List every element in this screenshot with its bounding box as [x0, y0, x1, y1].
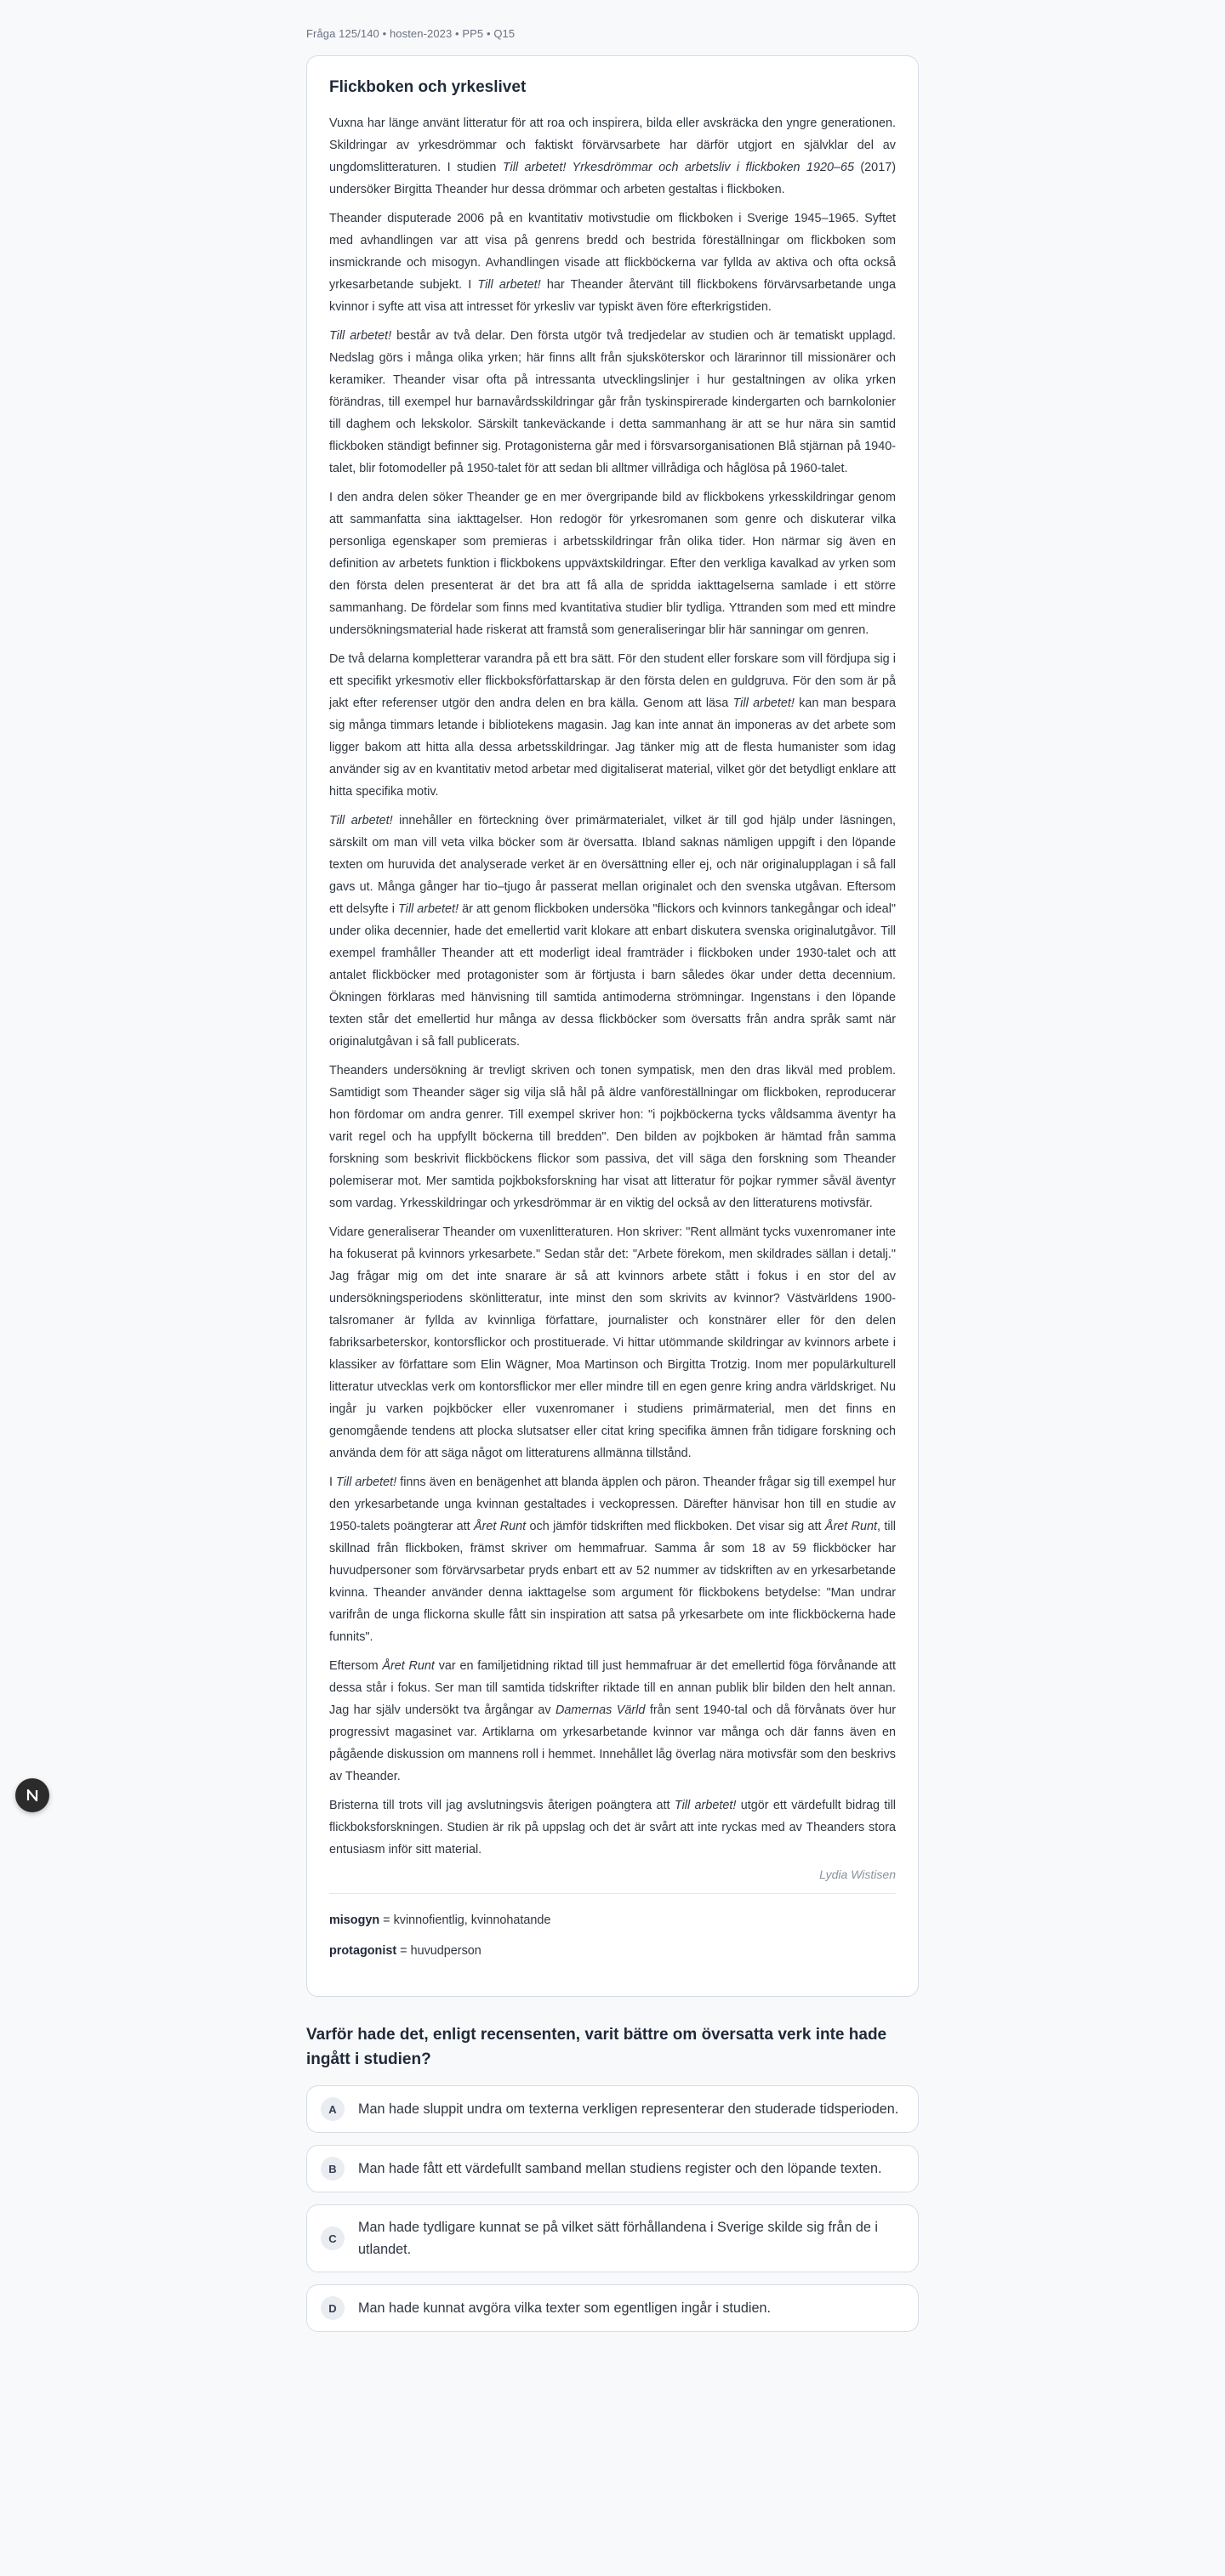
divider [329, 1893, 896, 1894]
italic-title: Till arbetet! [329, 329, 392, 343]
option-letter: D [321, 2296, 345, 2320]
text-run: och jämför tidskriften med flickboken. Det visar sig att [526, 1520, 825, 1533]
option-text: Man hade kunnat avgöra vilka texter som egentligen ingår i studien. [358, 2300, 772, 2316]
option-letter: C [321, 2226, 345, 2250]
italic-title: Till arbetet! [336, 1476, 397, 1489]
question-meta: Fråga 125/140 • hosten-2023 • PP5 • Q15 [306, 27, 516, 40]
italic-title: Året Runt [473, 1520, 527, 1533]
article-paragraph [329, 1471, 896, 1648]
text-run: , till skillnad från flickboken, främst skriver om hemmafruar. Samma år som 18 av 59 flickböcker har huvudpersoner som förvärvsarbetar pryds enbart ett av 52 nummer av tidskriften av en yrkesarbetande kvinna. Theander använder denna iakttagelse som argument för flickbokens betydelse: "Man undrar varifrån de unga flickorna skulle fått sin inspiration att satsa på yrkesarbete om inte flickböckerna hade funnits". [329, 1520, 896, 1644]
text-run: är att genom flickboken undersöka "flickors och kvinnors tankegångar och ideal" under olika decennier, hade det emellertid varit klokare att enbart diskutera svenska originalutgåvor. Till exempel framhåller Theander att ett moderligt ideal framträder i flickboken under 1930-talet och att antalet flickböcker med protagonister som är förtjusta i barn således ökar under detta decennium. Ökningen förklaras med hänvisning till samtida antimoderna strömningar. Ingenstans i den löpande texten står det emellertid hur många av dessa flickböcker som översatts från andra språk samt när originalutgåvan i så fall publicerats. [329, 902, 896, 1049]
italic-title: Till arbetet! [477, 278, 541, 292]
logo-n-glyph [25, 1788, 40, 1803]
option-letter: B [321, 2157, 345, 2181]
glossary-item [329, 1942, 896, 1960]
option-letter: A [321, 2097, 345, 2121]
glossary-definition: kvinnofientlig, kvinnohatande [393, 1914, 551, 1927]
glossary-term: misogyn [329, 1914, 380, 1927]
italic-title: Till arbetet! [674, 1799, 737, 1812]
article-paragraph [329, 486, 896, 641]
article-paragraph [329, 325, 896, 480]
glossary-definition: huvudperson [410, 1944, 481, 1958]
answer-option-a[interactable] [306, 2085, 919, 2133]
text-run: var en familjetidning riktad till just hemmafruar är det emellertid föga förvånande att dessa står i fokus. Ser man till samtida tidskrifter riktade till en annan publik blir bilden den helt annan. Jag har själv undersökt tva årgångar av [329, 1659, 896, 1717]
text-run: utgör ett värdefullt bidrag till flickboksforskningen. Studien är rik på uppslag och det är svårt att inte ryckas med av Theanders stora entusiasm inför sitt material. [329, 1799, 896, 1857]
logo-n-icon[interactable] [15, 1778, 49, 1812]
question-text: Varför hade det, enligt recensenten, varit bättre om översatta verk inte hade ingått i studien? [306, 2026, 887, 2068]
text-run: I den andra delen söker Theander ge en mer övergripande bild av flickbokens yrkesskildringar genom att sammanfatta sina iakttagelser. Hon redogör för yrkesromanen som genre och diskuterar vilka personliga egenskaper som premieras i arbetsskildringar från olika tider. Hon närmar sig även en definition av arbetets funktion i flickbokens uppväxtskildringar. Efter den verkliga kavalkad av yrken som den första delen presenterat är det bra att få alla de spridda iakttagelserna samlade i ett större sammanhang. De fördelar som finns med kvantitativa studier blir tydliga. Yttranden som med ett mindre undersökningsmaterial hade riskerat att framstå som generaliseringar blir här sanningar om genren. [329, 491, 896, 637]
text-run: har Theander återvänt till flickbokens förvärvsarbetande unga kvinnor i syfte att visa att intresset för yrkesliv var typiskt även före efterkrigstiden. [329, 278, 896, 314]
glossary-term: protagonist [329, 1944, 397, 1958]
article-paragraph [329, 1060, 896, 1214]
text-run: Vidare generaliserar Theander om vuxenlitteraturen. Hon skriver: "Rent allmänt tycks vuxenromaner inte ha fokuserat på kvinnors yrkesarbete." Sedan står det: "Arbete förekom, men skildrades sällan i detalj." Jag frågar mig om det inte snarare är så att kvinnors arbete stått i fokus i en stor del av undersökningsperiodens skönlitteratur, inte minst den som skrivits av kvinnor? Västvärldens 1900-talsromaner är fyllda av kvinnliga författare, journalister och konstnärer eller för den delen fabriksarbeterskor, kontorsflickor och prostituerade. Vi hittar utömmande skildringar av kvinnors arbete i klassiker av författare som Elin Wägner, Moa Martinson och Birgitta Trotzig. Inom mer populärkulturell litteratur utvecklas verk om kontorsflickor mer eller mindre till en egen genre kring andra världskriget. Nu ingår ju varken pojkböcker eller vuxenromaner i studiens primärmaterial, men det finns en genomgående tendens att plocka slutsatser eller citat kring specifika ämnen från tidigare forskning och använda dem för att säga något om litteraturens allmänna tillstånd. [329, 1225, 896, 1460]
article-paragraph [329, 1794, 896, 1861]
text-run: Vuxna har länge använt litteratur för att roa och inspirera, bilda eller avskräcka den yngre generationen. Skildringar av yrkesdrömmar och faktiskt förvärvsarbete har därför utgjort en självklar del av ungdomslitteraturen. I studien [329, 117, 896, 174]
italic-title: Till arbetet! Yrkesdrömmar och arbetsliv i flickboken 1920–65 [502, 161, 854, 174]
article-title: Flickboken och yrkeslivet [329, 78, 527, 96]
answer-options [306, 2085, 919, 2332]
glossary-item [329, 1911, 896, 1930]
text-run: finns även en benägenhet att blanda äpplen och päron. Theander frågar sig till exempel hur den yrkesarbetande unga kvinnan gestaltades i veckopressen. Därefter hänvisar hon till en studie av 1950-talets poängterar att [329, 1476, 896, 1533]
answer-option-c[interactable] [306, 2204, 919, 2272]
italic-title: Till arbetet! [397, 902, 459, 916]
text-run: Theander disputerade 2006 på en kvantitativ motivstudie om flickboken i Sverige 1945–1965. Syftet med avhandlingen var att visa på genrens bredd och bestrida föreställningar om flickboken som insmickrande och misogyn. Avhandlingen visade att flickböckerna var fyllda av aktiva och ofta också yrkesarbetande subjekt. I [329, 212, 896, 292]
article-paragraph [329, 1221, 896, 1464]
article-paragraph [329, 208, 896, 318]
article-body [329, 112, 896, 1861]
article-paragraph [329, 1655, 896, 1788]
article-paragraph [329, 648, 896, 803]
text-run: kan man bespara sig många timmars letande i bibliotekens magasin. Jag kan inte annat än imponeras av det arbete som ligger bakom att hitta alla dessa arbetsskildringar. Jag tänker mig att de flesta humanister som idag använder sig av en kvantitativ metod arbetar med digitaliserat material, vilket gör det betydligt enklare att hitta specifika motiv. [329, 697, 896, 799]
text-run: (2017) undersöker Birgitta Theander hur dessa drömmar och arbeten gestaltas i flickboken. [329, 161, 896, 196]
text-run: Eftersom [329, 1659, 383, 1673]
option-text: Man hade tydligare kunnat se på vilket sätt förhållandena i Sverige skilde sig från de i utlandet. [358, 2220, 878, 2257]
glossary-separator: = [396, 1944, 411, 1958]
article-card [306, 55, 919, 1997]
article-paragraph [329, 810, 896, 1053]
italic-title: Till arbetet! [329, 814, 393, 827]
answer-option-d[interactable] [306, 2284, 919, 2332]
answer-option-b[interactable] [306, 2145, 919, 2192]
text-run: De två delarna kompletterar varandra på ett bra sätt. För den student eller forskare som vill fördjupa sig i ett specifikt yrkesmotiv eller flickboksförfattarskap är den första delen en guldgruva. För den som är på jakt efter referenser utgör den andra delen en bra källa. Genom att läsa [329, 652, 896, 710]
italic-title: Året Runt [824, 1520, 878, 1533]
text-run: I [329, 1476, 337, 1489]
option-text: Man hade sluppit undra om texterna verkligen representerar den studerade tidsperioden. [358, 2101, 899, 2117]
italic-title: Året Runt [382, 1659, 435, 1673]
italic-title: Damernas Värld [555, 1703, 646, 1717]
article-paragraph [329, 112, 896, 201]
text-run: Bristerna till trots vill jag avslutningsvis återigen poängtera att [329, 1799, 675, 1812]
option-text: Man hade fått ett värdefullt samband mellan studiens register och den löpande texten. [358, 2161, 882, 2176]
page [306, 0, 919, 2332]
glossary [329, 1911, 896, 1960]
italic-title: Till arbetet! [732, 697, 795, 710]
glossary-separator: = [379, 1914, 394, 1927]
text-run: innehåller en förteckning över primärmaterialet, vilket är till god hjälp under läsningen, särskilt om man vill veta vilka böcker som är översatta. Ibland saknas nämligen uppgift i den löpande texten om huruvida det analyserade verket är en översättning eller ej, och när originalupplagan i så fall gavs ut. Många gånger har tio–tjugo år passerat mellan originalet och den svenska utgåvan. Eftersom ett delsyfte i [329, 814, 896, 916]
text-run: Theanders undersökning är trevligt skriven och tonen sympatisk, men den dras likväl med problem. Samtidigt som Theander säger sig vilja slå hål på äldre vanföreställningar om flickboken, reproducerar hon fördomar om andra genrer. Till exempel skriver hon: "i pojkböckerna tycks våldsamma äventyr ha varit regel och ha uppfyllt böckerna till bredden". Den bilden av pojkboken är hämtad från samma forskning som beskrivit flickböckens flickor som passiva, det vill säga den forskning som Theander polemiserar mot. Mer samtida pojkboksforskning har visat att litteratur för pojkar rymmer såväl äventyr som vardag. Yrkesskildringar och yrkesdrömmar är en viktig del också av den litteraturens motivsfär. [329, 1064, 896, 1210]
text-run: består av två delar. Den första utgör två tredjedelar av studien och är tematiskt upplagd. Nedslag görs i många olika yrken; här finns allt från sjuksköterskor och lärarinnor till missionärer och keramiker. Theander visar ofta på intressanta utvecklingslinjer i hur gestaltningen av olika yrken förändras, till exempel hur barnavårdsskildringar går från tyskinspirerade kindergarten och barnkolonier till daghem och lekskolor. Särskilt tankeväckande i detta sammanhang är att se hur nära sin samtid flickboken ständigt befinner sig. Protagonisterna går med i försvarsorganisationen Blå stjärnan på 1940-talet, blir fotomodeller på 1950-talet för att sedan bli alltmer villrådiga och håglösa på 1960-talet. [329, 329, 896, 475]
text-run: från sent 1940-tal och då förvånats över hur progressivt magasinet var. Artiklarna om yrkesarbetande kvinnor var många och där fanns även en pågående diskussion om mannens roll i hemmet. Innehållet låg överlag nära motivsfär som den beskrivs av Theander. [329, 1703, 896, 1783]
article-author: Lydia Wistisen [819, 1868, 896, 1881]
